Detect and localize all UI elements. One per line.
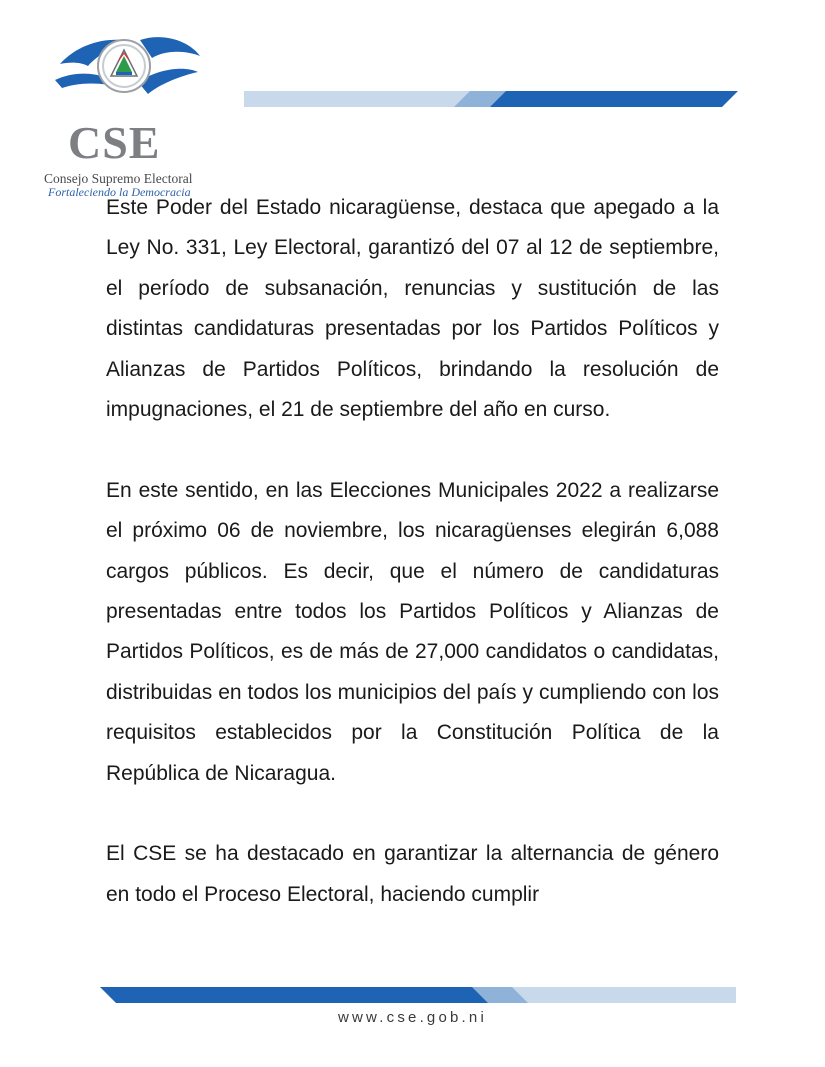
- press-release-body: [106, 188, 719, 915]
- logo-tagline: Fortaleciendo la Democracia: [48, 185, 191, 199]
- paragraph-1: Este Poder del Estado nicaragüense, destaca que apegado a la Ley No. 331, Ley Electoral, garantizó del 07 al 12 de septiembre, el período de subsanación, renuncias y sustitución de las distintas candidaturas presentadas por los Partidos Políticos y Alianzas de Partidos Políticos, brindando la resolución de impugnaciones, el 21 de septiembre del año en curso.: [106, 196, 719, 422]
- logo-acronym: CSE: [68, 117, 161, 168]
- logo-organization-name: Consejo Supremo Electoral: [44, 171, 193, 186]
- nicaragua-coat-of-arms-icon: [40, 22, 220, 122]
- footer-decorative-band: [100, 987, 736, 1003]
- website-url: www.cse.gob.ni: [337, 1009, 488, 1026]
- cse-logo: [40, 22, 220, 199]
- paragraph-3: El CSE se ha destacado en garantizar la alternancia de género en todo el Proceso Electoral, haciendo cumplir: [106, 842, 719, 906]
- paragraph-2: En este sentido, en las Elecciones Municipales 2022 a realizarse el próximo 06 de noviembre, los nicaragüenses elegirán 6,088 cargos públicos. Es decir, que el número de candidaturas presentadas entre todos los Partidos Políticos y Alianzas de Partidos Políticos, es de más de 27,000 candidatos o candidatas, distribuidas en todos los municipios del país y cumpliendo con los requisitos establecidos por la Constitución Política de la República de Nicaragua.: [106, 478, 719, 785]
- header-decorative-band: [244, 91, 738, 107]
